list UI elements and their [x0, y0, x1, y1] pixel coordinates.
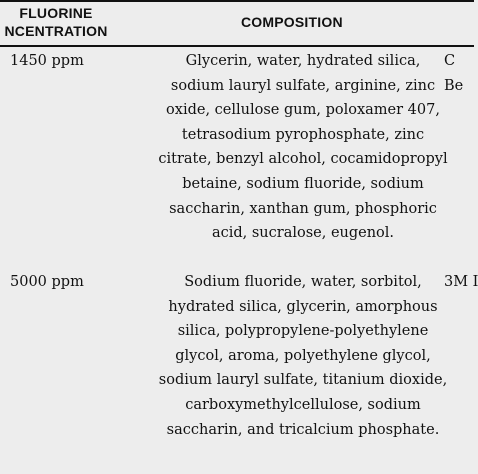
- row2-composition-line: silica, polypropylene-polyethylene: [177, 323, 429, 340]
- row1-composition-line: betaine, sodium fluoride, sodium: [182, 175, 424, 192]
- row2-composition-line: saccharin, and tricalcium phosphate.: [166, 421, 440, 438]
- row2-brand: 3M I: [444, 274, 478, 290]
- row1-composition-line: oxide, cellulose gum, poloxamer 407,: [166, 102, 440, 119]
- row2-composition-line: carboxymethylcellulose, sodium: [185, 396, 421, 413]
- row1-brand: [444, 49, 463, 98]
- row1-composition-line: tetrasodium pyrophosphate, zinc: [181, 126, 425, 143]
- header-bottom-rule: [0, 45, 474, 47]
- header-fluorine-line2: NCENTRATION: [4, 23, 108, 39]
- row1-composition-line: citrate, benzyl alcohol, cocamidopropyl: [158, 151, 448, 168]
- row1-composition-line: sodium lauryl sulfate, arginine, zinc: [170, 77, 436, 94]
- row2-composition-line: hydrated silica, glycerin, amorphous: [168, 298, 438, 315]
- row1-composition-line: acid, sucralose, eugenol.: [211, 225, 395, 242]
- header-fluorine-line1: FLUORINE: [19, 5, 93, 21]
- row2-composition-line: Sodium fluoride, water, sorbitol,: [184, 274, 422, 290]
- row1-composition-line: Glycerin, water, hydrated silica,: [185, 53, 421, 69]
- row1-brand-line2: Be: [444, 77, 464, 94]
- row1-concentration: 1450 ppm: [10, 53, 84, 69]
- header-composition: COMPOSITION: [241, 14, 343, 30]
- row1-brand-line1: C: [444, 53, 456, 69]
- row2-concentration: 5000 ppm: [10, 274, 84, 290]
- row2-composition: [150, 270, 456, 442]
- row1-composition-line: saccharin, xanthan gum, phosphoric: [169, 200, 437, 217]
- row1-composition: [150, 49, 456, 246]
- row2-composition-line: glycol, aroma, polyethylene glycol,: [175, 347, 431, 364]
- row2-composition-line: sodium lauryl sulfate, titanium dioxide,: [158, 372, 448, 389]
- header-fluorine-concentration: [0, 4, 118, 40]
- table-top-rule: [0, 0, 474, 2]
